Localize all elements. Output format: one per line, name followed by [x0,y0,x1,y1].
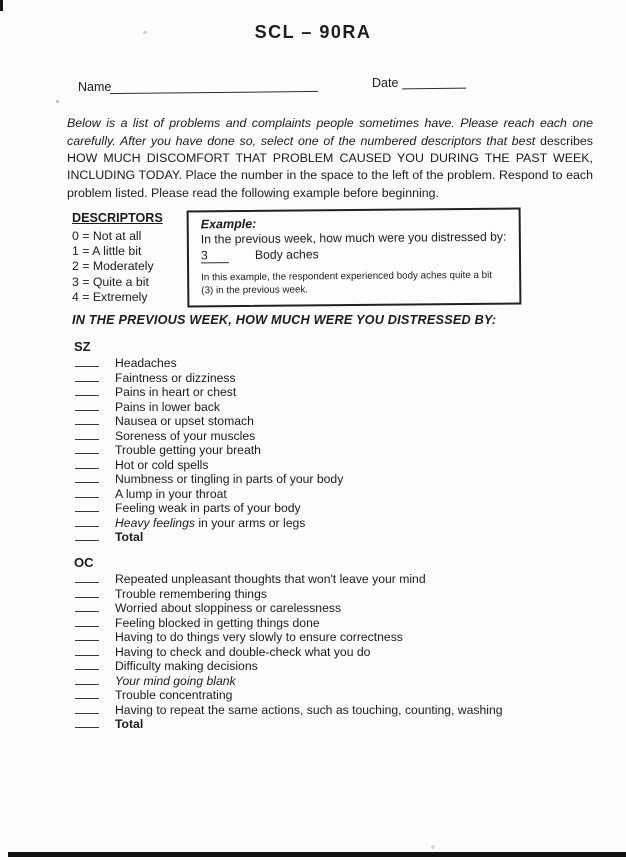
item-label: Feeling blocked in getting things done [115,615,320,630]
item-row [75,599,503,614]
item-row [75,528,343,543]
answer-blank[interactable] [75,702,99,714]
item-row [75,628,503,643]
answer-blank[interactable] [75,471,99,483]
answer-blank[interactable] [75,515,99,527]
answer-blank[interactable] [75,428,99,440]
answer-blank[interactable] [75,644,99,656]
form-title: SCL – 90RA [254,22,372,42]
answer-blank[interactable] [75,658,99,670]
date-label: Date [372,76,399,90]
item-row [75,643,503,658]
item-label: Trouble getting your breath [115,443,261,457]
example-box [187,208,522,308]
item-row [75,514,343,529]
item-label: Numbness or tingling in parts of your body [115,472,344,486]
item-row [75,470,343,485]
descriptors-heading: DESCRIPTORS [72,211,163,225]
item-label: Soreness of your muscles [115,428,256,443]
item-label: Trouble remembering things [115,586,267,601]
item-label: Hot or cold spells [115,457,209,472]
item-row [75,672,503,687]
scan-speck [431,845,435,849]
answer-blank[interactable] [75,629,99,641]
item-label: Nausea or upset stomach [115,414,254,428]
item-row [75,686,503,701]
descriptor-item: 0 = Not at all [72,229,142,243]
scan-artifact-corner [0,0,3,11]
item-row [75,499,343,514]
example-prompt: In the previous week, how much were you distressed by: [200,229,507,247]
scale-items-sz [75,354,343,543]
example-answer-row [201,246,509,264]
item-label: Total [115,530,144,544]
item-row [75,441,343,456]
instructions-italic-part: Below is a list of problems and complaints people sometimes have. Please reach each one carefully. After you have done so, select one of the numbered descriptors that best [67,116,593,148]
instructions-regular-part: describes HOW MUCH DISCOMFORT THAT PROBLEM CAUSED YOU DURING THE PAST WEEK, INCLUDING TODAY. Place the number in the space to the left of the problem. Respond to each problem listed. Please read the following example before beginning. [67,133,593,200]
item-label: Worried about sloppiness or carelessness [115,601,342,615]
answer-blank[interactable] [75,413,99,425]
answer-blank[interactable] [75,355,99,367]
item-row [75,412,343,427]
item-row [75,485,343,500]
item-label: Heavy feelings in your arms or legs [115,515,306,530]
answer-blank[interactable] [75,586,99,598]
item-label: Trouble concentrating [115,688,233,702]
answer-blank[interactable] [75,529,99,541]
item-label: Faintness or dizziness [115,370,236,385]
scale-code-sz: SZ [74,339,91,354]
answer-blank[interactable] [75,673,99,685]
item-label: Having to repeat the same actions, such as touching, counting, washing [115,702,503,717]
answer-blank[interactable] [75,615,99,627]
answer-blank[interactable] [75,384,99,396]
name-label: Name [78,80,112,94]
item-label: Pains in heart or chest [115,385,237,399]
item-label: Headaches [115,356,177,370]
item-label: Repeated unpleasant thoughts that won't leave your mind [115,572,426,586]
descriptors-legend [72,211,182,305]
descriptor-item: 1 = A little bit [72,244,142,259]
item-row [75,383,343,398]
item-label: Pains in lower back [115,399,220,414]
scan-artifact-bottom-edge [8,852,626,857]
answer-blank[interactable] [75,442,99,454]
item-row [75,657,503,672]
item-label: Feeling weak in parts of your body [115,501,301,515]
date-input-line[interactable] [402,74,466,90]
descriptors-list [72,229,182,305]
answer-blank[interactable] [75,399,99,411]
answer-blank[interactable] [75,370,99,382]
item-label: Your mind going blank [115,673,236,688]
example-heading: Example: [200,216,257,232]
item-label: Total [115,717,144,731]
answer-blank[interactable] [75,571,99,583]
example-answer-value: 3 [201,248,229,263]
descriptor-item: 4 = Extremely [72,289,148,304]
answer-blank[interactable] [75,500,99,512]
scale-code-oc: OC [74,555,94,570]
answer-blank[interactable] [75,687,99,699]
item-row [75,701,503,716]
item-label: Having to check and double-check what you do [115,644,371,659]
item-row [75,715,503,730]
answer-blank[interactable] [75,600,99,612]
instructions-paragraph [67,115,593,201]
item-label: Difficulty making decisions [115,659,258,673]
item-row [75,614,503,629]
item-row [75,427,343,442]
answer-blank[interactable] [75,716,99,728]
item-row [75,354,343,369]
section-heading: IN THE PREVIOUS WEEK, HOW MUCH WERE YOU DISTRESSED BY: [72,313,497,327]
item-row [75,369,343,384]
example-note: In this example, the respondent experienced body aches quite a bit (3) in the previous week. [201,269,493,296]
answer-blank[interactable] [75,457,99,469]
scale-items-oc [75,570,503,730]
item-row [75,456,343,471]
example-answer-label: Body aches [254,247,319,262]
item-row [75,570,503,585]
item-row [75,398,343,413]
scan-speck [56,100,59,103]
item-label: A lump in your throat [115,486,227,501]
name-input-line[interactable] [110,77,318,94]
descriptor-item: 2 = Moderately [72,259,154,274]
descriptor-item: 3 = Quite a bit [72,274,149,289]
answer-blank[interactable] [75,486,99,498]
item-label: Having to do things very slowly to ensure correctness [115,630,403,644]
item-row [75,585,503,600]
